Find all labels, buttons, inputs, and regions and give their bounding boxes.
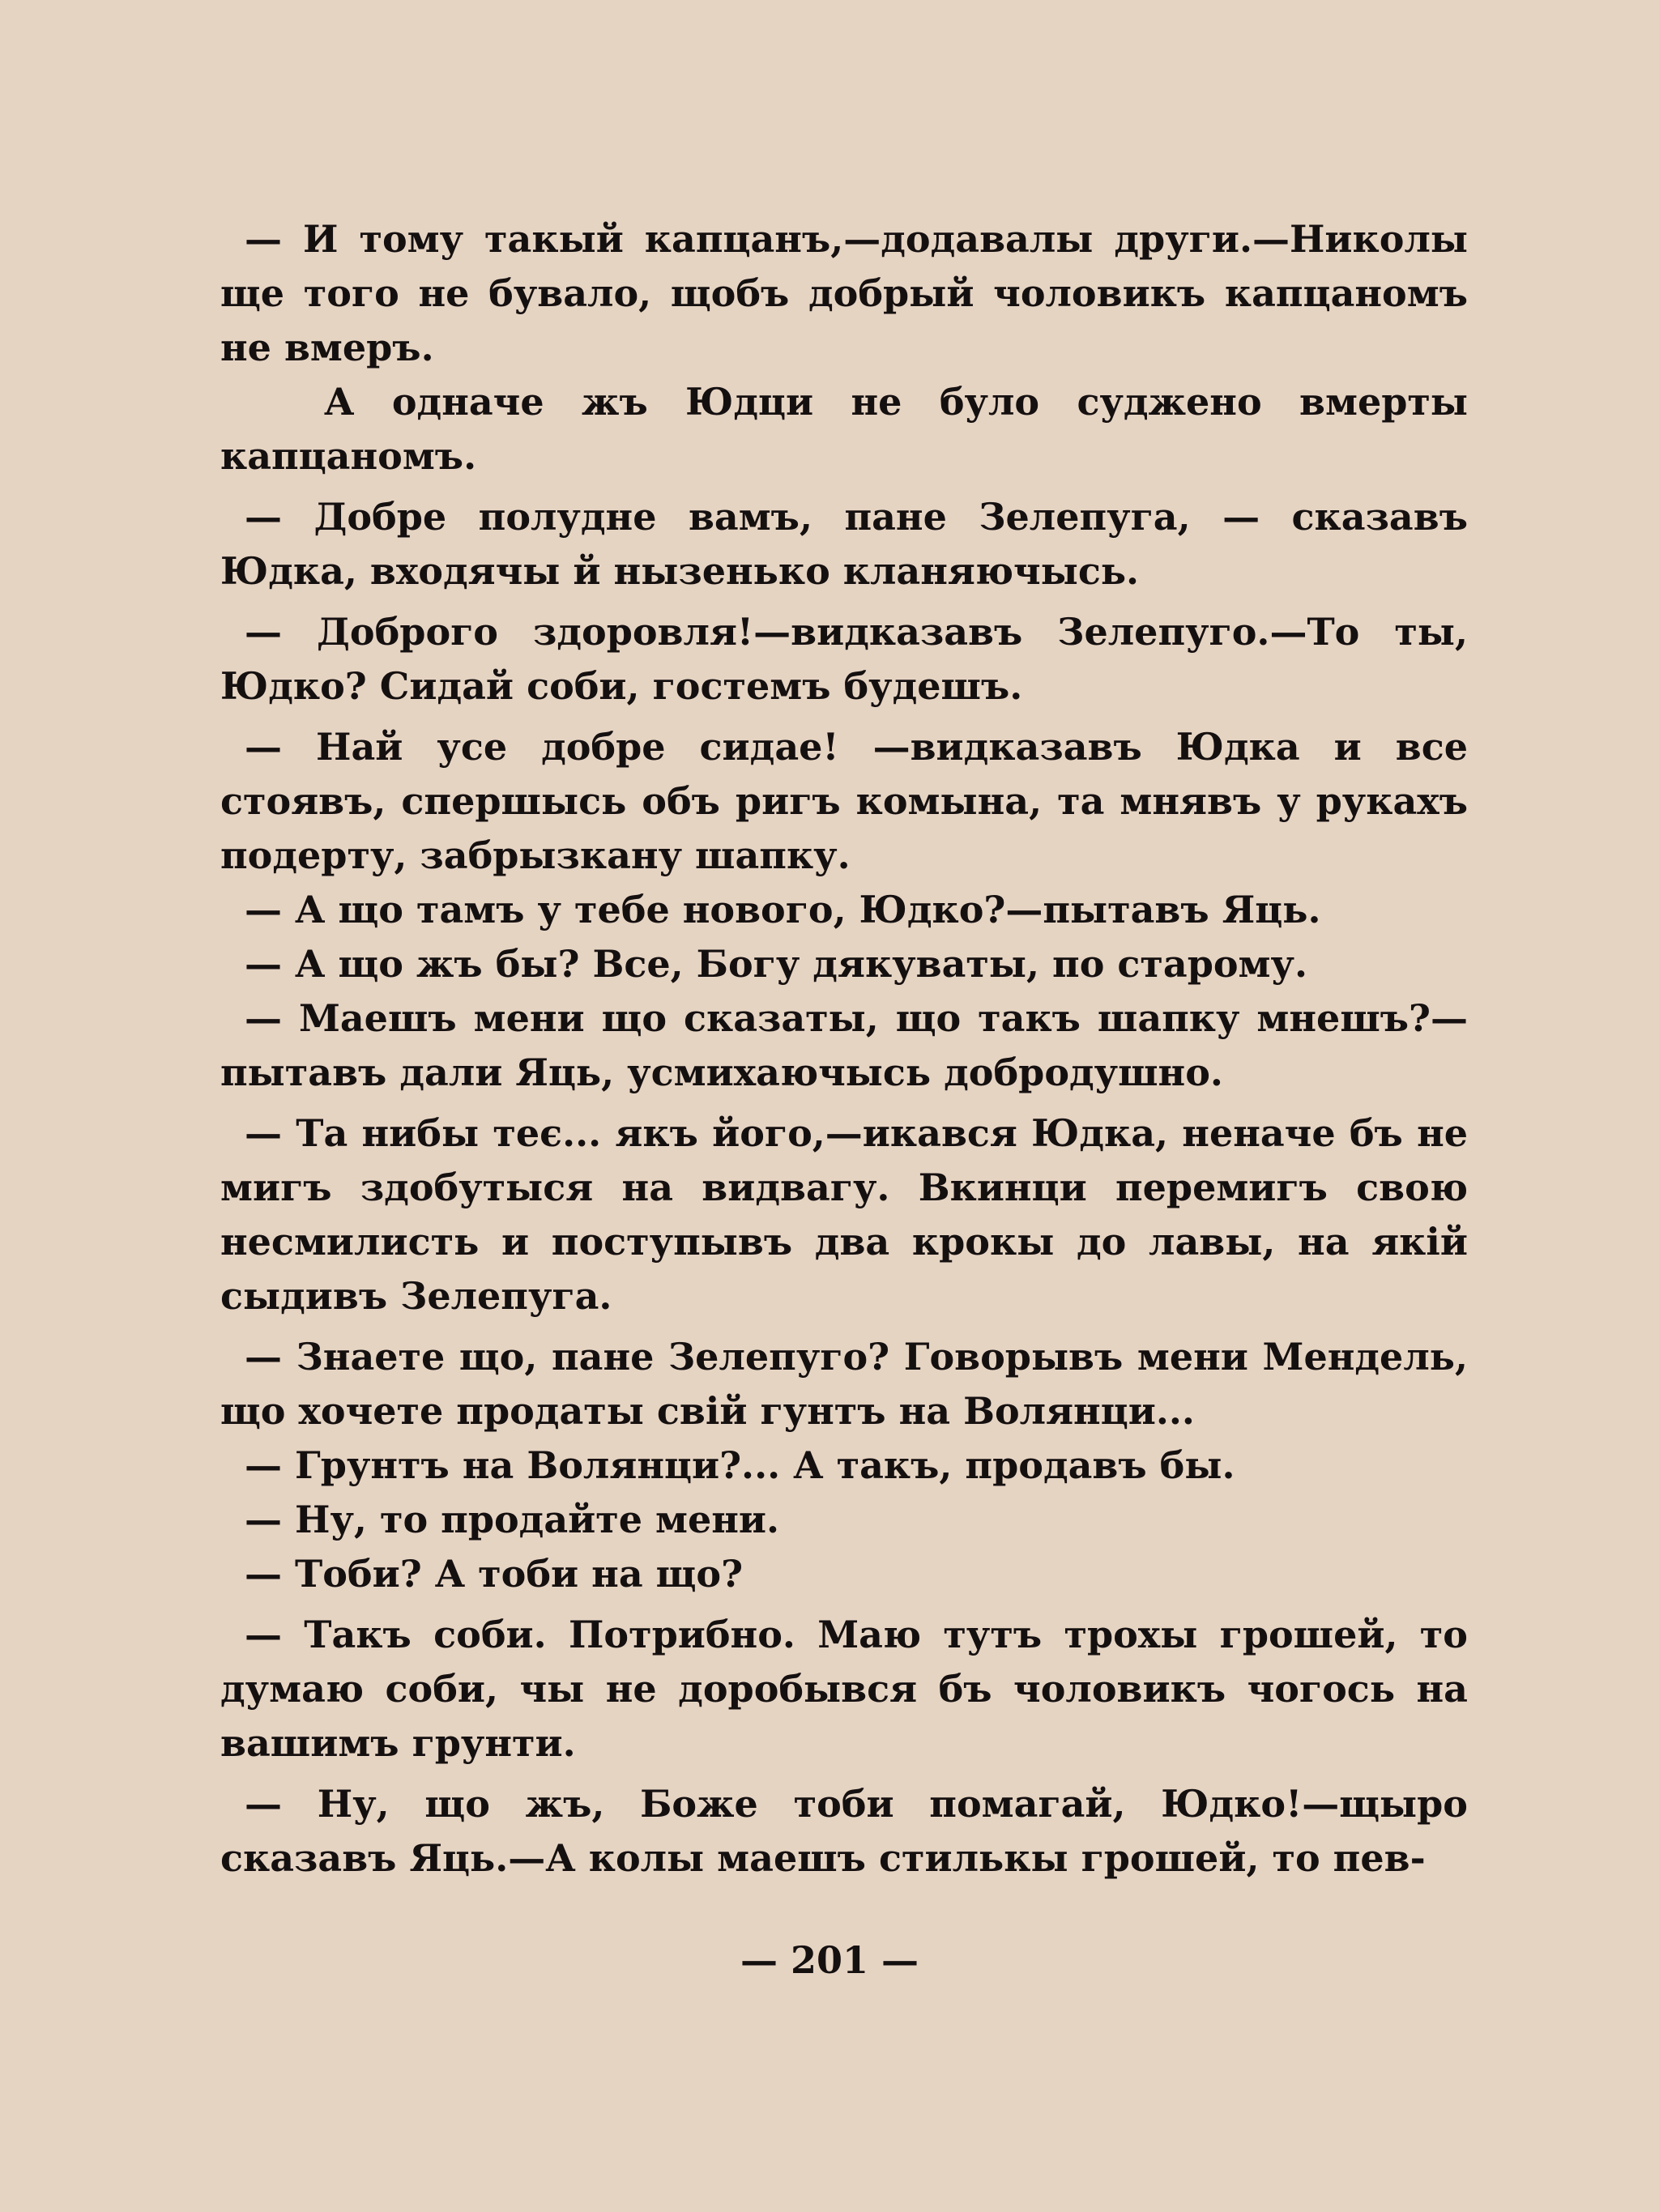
paragraph: — Маешъ мени що сказаты, що такъ шапку мнешъ?—пытавъ дали Яць, усмихаючысь добродушно. xyxy=(220,996,1468,1094)
paragraph: — Ну, що жъ, Боже тоби помагай, Юдко!—щыро сказавъ Яць.—А колы маешъ стилькы грошей, то пев- xyxy=(220,1782,1468,1880)
paragraph: — Такъ соби. Потрибно. Маю тутъ трохы грошей, то думаю соби, чы не доробывся бъ чоловикъ чогось на вашимъ грунти. xyxy=(220,1613,1468,1765)
page-number: — 201 — xyxy=(740,1938,919,1982)
paragraph: — Доброго здоровля!—видказавъ Зелепуго.—То ты, Юдко? Сидай соби, гостемъ будешъ. xyxy=(220,610,1468,708)
paragraph: — А що тамъ у тебе нового, Юдко?—пытавъ Яць. xyxy=(245,888,1321,931)
paragraph: — Та нибы теє... якъ його,—икався Юдка, неначе бъ не мигъ здобутыся на видвагу. Вкинци перемигъ свою несмилисть и поступывъ два крокы до лавы, на якій сыдивъ Зелепуга. xyxy=(220,1111,1468,1318)
paragraph: А одначе жъ Юдци не було суджено вмерты капцаномъ. xyxy=(220,380,1468,478)
paragraph: — Знаете що, пане Зелепуго? Говорывъ мени Мендель, що хочете продаты свій гунтъ на Волянци... xyxy=(220,1335,1468,1433)
paragraph: — Тоби? А тоби на що? xyxy=(245,1552,744,1596)
page-body-text xyxy=(220,212,1468,1886)
paragraph: — Грунтъ на Волянци?... А такъ, продавъ бы. xyxy=(245,1443,1235,1487)
paragraph: — Добре полудне вамъ, пане Зелепуга, — сказавъ Юдка, входячы й нызенько кланяючысь. xyxy=(220,495,1468,593)
paragraph: — Ну, то продайте мени. xyxy=(245,1498,780,1541)
paragraph: — А що жъ бы? Все, Богу дякуваты, по старому. xyxy=(245,942,1307,986)
paragraph: — И тому такый капцанъ,—додавалы други.—Николы ще того не бувало, щобъ добрый чоловикъ капцаномъ не вмеръ. xyxy=(220,217,1468,369)
paragraph: — Най усе добре сидае! —видказавъ Юдка и все стоявъ, спершысь объ ригъ комына, та мнявъ у рукахъ подерту, забрызкану шапку. xyxy=(220,725,1468,877)
